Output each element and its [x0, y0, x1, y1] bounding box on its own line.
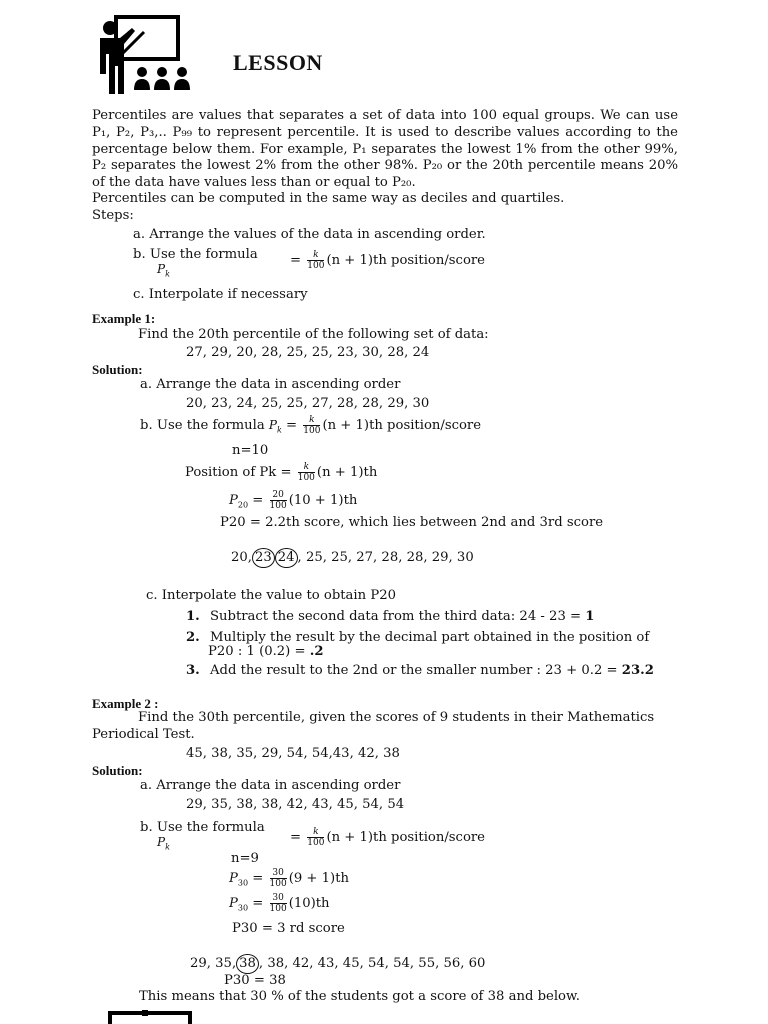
example2-prompt-line2: Periodical Test. [92, 727, 195, 742]
intro-paragraph: Percentiles are values that separates a set of data into 100 equal groups. We can use P₁, P₂, P₃,.. P₉₉ to represent percentile. It is used to describe values according to the percentage below them. For example, P₁ separates the lowest 1% from the other 99%, P₂ separates the lowest 2% from the other 98%. P₂₀ or the 20th percentile means 20% of the data have values less than or equal to P₂₀. [92, 108, 678, 191]
example2-circled-pre: 29, 35, [190, 956, 237, 971]
example2-step-b-rest: (n + 1)th position/score [326, 830, 485, 845]
example2-sorted: 29, 35, 38, 38, 42, 43, 45, 54, 54 [186, 797, 405, 812]
step-b: b. Use the formula [133, 247, 258, 262]
example1-solution-label: Solution: [92, 362, 143, 377]
partial-board-icon [108, 1010, 192, 1024]
step-b-pk: $P_k$ [157, 262, 170, 279]
circled-38: 38 [236, 954, 259, 974]
step-b-formula: = $\frac{k}{100}$ (n + 1)th position/score [290, 250, 485, 271]
example1-sub3 [186, 663, 654, 678]
example2-step-b-formula: = $\frac{k}{100}$ (n + 1)th position/score [290, 827, 485, 848]
sub3-text: Add the result to the 2nd or the smaller number : 23 + 0.2 = [209, 663, 622, 678]
sub3-answer: 23.2 [621, 663, 654, 678]
steps-label: Steps: [92, 208, 134, 223]
example1-p20-calc: $P_{20}$ = $\frac{20}{100}$ (10 + 1)th [229, 490, 358, 511]
example1-position-label: Position of Pk [185, 465, 277, 480]
example2-result: P30 = 38 [224, 973, 286, 988]
example2-data: 45, 38, 35, 29, 54, 54,43, 42, 38 [186, 746, 400, 761]
example1-step-b: b. Use the formula $P_k$ = $\frac{k}{100}$ (n + 1)th position/score [140, 415, 482, 436]
example1-step-a: a. Arrange the data in ascending order [140, 377, 401, 392]
example2-step-b-pk: $P_k$ [157, 835, 170, 852]
step-b-formula-rest: (n + 1)th position/score [326, 253, 485, 268]
example2-calc2: $P_{30}$ = $\frac{30}{100}$ (10)th [229, 893, 330, 914]
example2-prompt-line1: Find the 30th percentile, given the scores of 9 students in their Mathematics [138, 710, 655, 725]
example2-solution-label: Solution: [92, 763, 143, 778]
sub1-text: Subtract the second data from the third data: 24 - 23 = [209, 609, 586, 624]
example2-calc1: $P_{30}$ = $\frac{30}{100}$ (9 + 1)th [229, 868, 349, 889]
sub2-answer: .2 [309, 644, 324, 659]
example2-calc1-rest: (9 + 1)th [288, 871, 349, 886]
example2-circled-line: 29, 35, 38 , 38, 42, 43, 45, 54, 54, 55, 56, 60 [190, 954, 485, 974]
example1-circled-post: 25, 25, 27, 28, 28, 29, 30 [305, 550, 474, 565]
intro-line2: Percentiles can be computed in the same way as deciles and quartiles. [92, 191, 565, 206]
page-title: LESSON [233, 50, 323, 75]
example1-sorted: 20, 23, 24, 25, 25, 27, 28, 28, 29, 30 [186, 396, 430, 411]
sub1-number: 1. [186, 609, 200, 624]
example1-p20-calc-rest: (10 + 1)th [288, 493, 358, 508]
step-a: a. Arrange the values of the data in ascending order. [133, 227, 486, 242]
example1-data: 27, 29, 20, 28, 25, 25, 23, 30, 28, 24 [186, 345, 430, 360]
sub2-number: 2. [186, 630, 200, 645]
example2-heading: Example 2 : [92, 696, 159, 711]
example1-p20-result: P20 = 2.2th score, which lies between 2nd and 3rd score [220, 515, 604, 530]
example1-position: Position of Pk = $\frac{k}{100}$ (n + 1)th [185, 462, 378, 483]
example2-calc3: P30 = 3 rd score [232, 921, 345, 936]
example2-step-b: b. Use the formula [140, 820, 265, 835]
example1-circled-pre: 20, [231, 550, 252, 565]
teacher-presentation-icon [96, 14, 192, 98]
sub2-line1: Multiply the result by the decimal part obtained in the position of [209, 630, 650, 645]
example2-circled-post: 38, 42, 43, 45, 54, 54, 55, 56, 60 [267, 956, 486, 971]
example1-sub1 [186, 609, 594, 624]
example1-step-b-label: b. Use the formula [140, 418, 265, 433]
example1-sub2 [186, 631, 649, 659]
circled-24: 24 [275, 548, 298, 568]
example2-conclusion: This means that 30 % of the students got a score of 38 and below. [139, 989, 580, 1004]
example2-calc2-rest: (10)th [288, 896, 330, 911]
sub3-number: 3. [186, 663, 200, 678]
example1-n: n=10 [232, 443, 269, 458]
example1-circled-line: 20, 23 24 , 25, 25, 27, 28, 28, 29, 30 [231, 548, 474, 568]
example1-heading: Example 1: [92, 311, 156, 326]
example1-prompt: Find the 20th percentile of the following set of data: [138, 327, 489, 342]
example1-position-rest: (n + 1)th [316, 465, 378, 480]
sub2-line2: P20 : 1 (0.2) = [208, 644, 310, 659]
sub1-answer: 1 [585, 609, 595, 624]
example1-step-b-rest: (n + 1)th position/score [322, 418, 482, 433]
circled-23: 23 [252, 548, 275, 568]
step-c: c. Interpolate if necessary [133, 287, 308, 302]
example1-step-c: c. Interpolate the value to obtain P20 [146, 588, 396, 603]
example2-n: n=9 [231, 851, 259, 866]
example2-step-a: a. Arrange the data in ascending order [140, 778, 401, 793]
